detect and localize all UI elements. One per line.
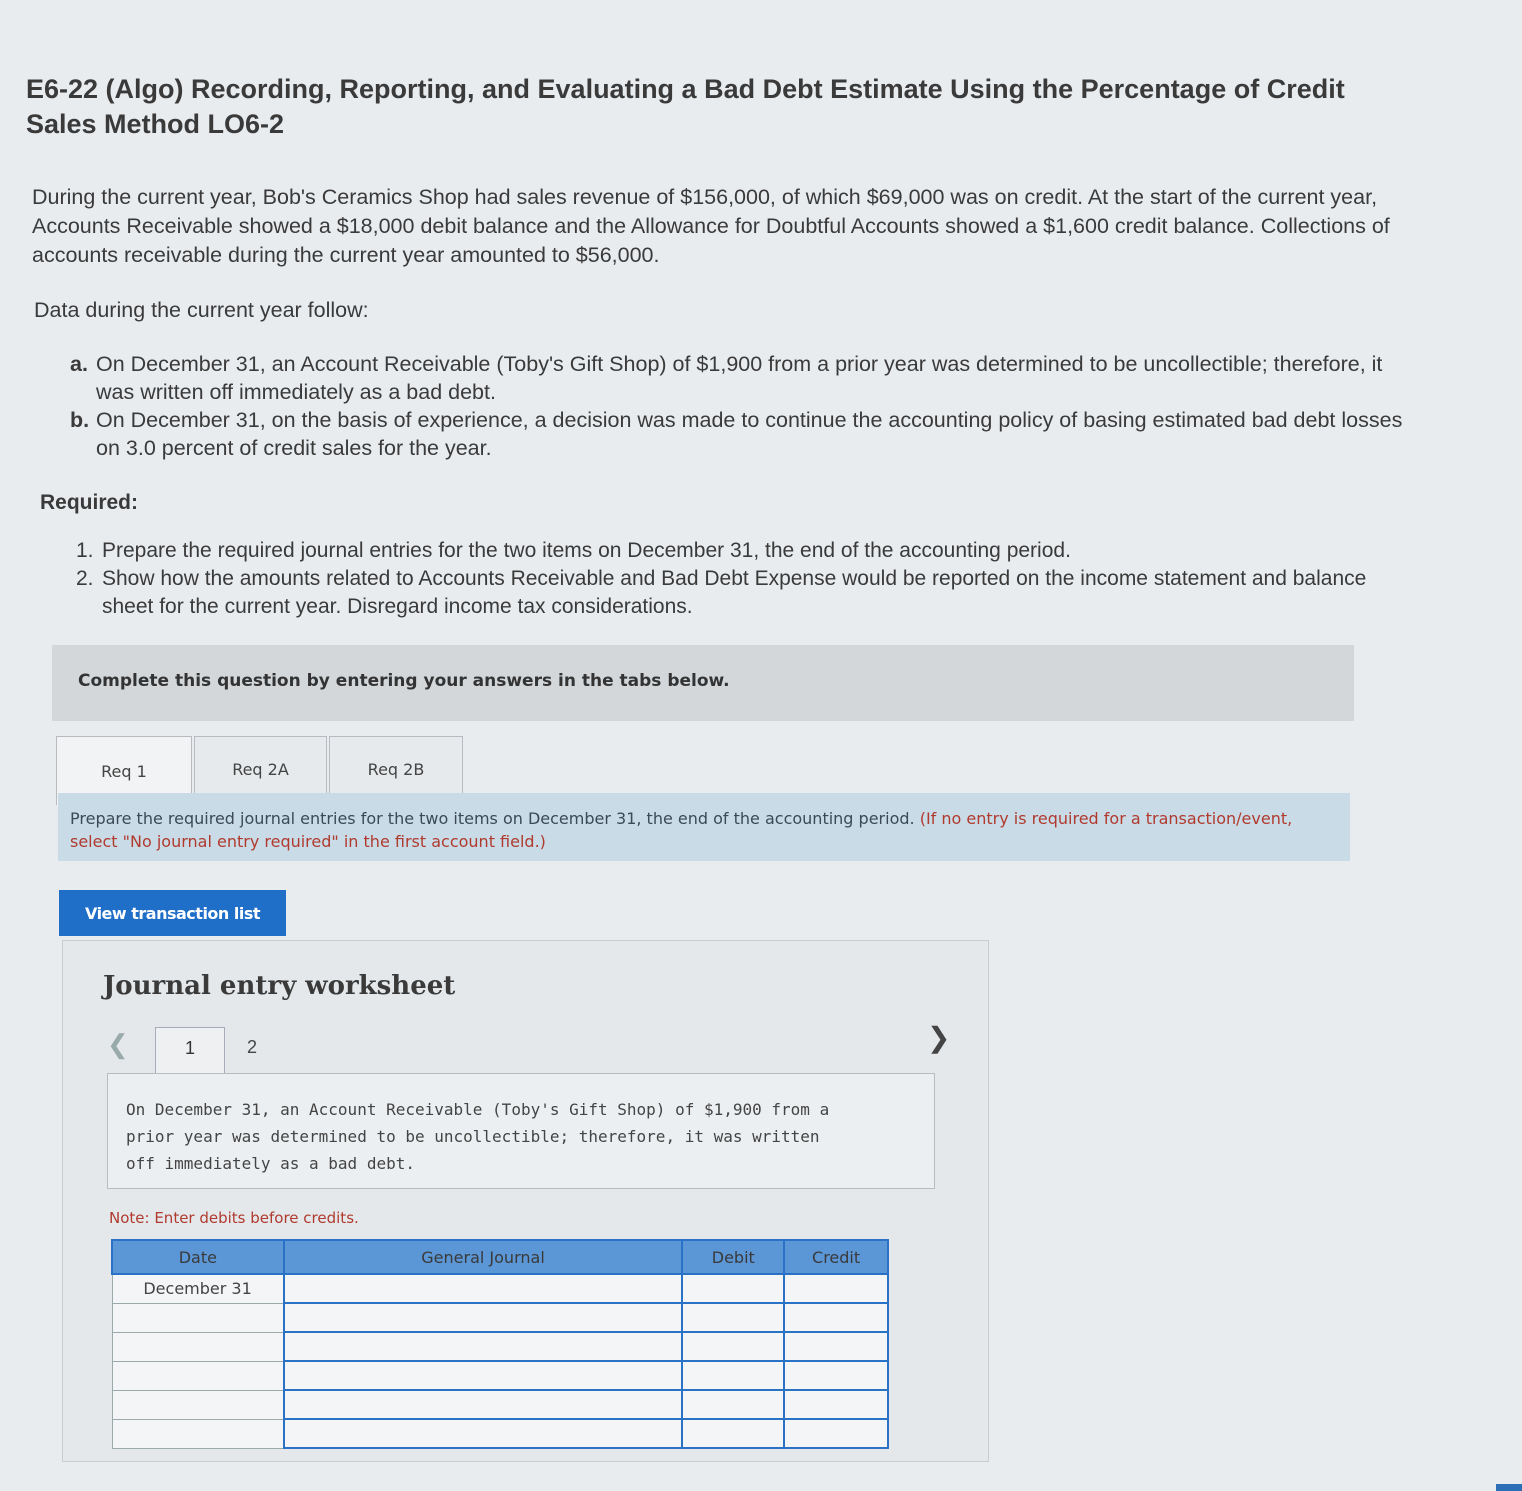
credit-input[interactable]: [784, 1303, 888, 1332]
instruction-note: (If no entry is required for a transaction/event, select "No journal entry required" in the first account field.): [70, 809, 1293, 851]
date-header: Date: [112, 1240, 284, 1274]
banner-text: Complete this question by entering your answers in the tabs below.: [78, 671, 730, 691]
date-cell: [112, 1303, 284, 1332]
table-row: [112, 1361, 888, 1390]
date-cell: [112, 1361, 284, 1390]
credit-input[interactable]: [784, 1390, 888, 1419]
date-cell: [112, 1332, 284, 1361]
item-text: Show how the amounts related to Accounts Receivable and Bad Debt Expense would be reported on the income statement and balance sheet for the current year. Disregard income tax considerations.: [102, 567, 1367, 618]
credit-input[interactable]: [784, 1361, 888, 1390]
list-item: [76, 565, 1396, 621]
account-input[interactable]: [284, 1274, 683, 1303]
credit-input[interactable]: [784, 1332, 888, 1361]
item-label: 1.: [76, 539, 94, 562]
list-item: [70, 350, 1410, 406]
account-input[interactable]: [284, 1390, 683, 1419]
list-item: [70, 406, 1410, 462]
item-label: 2.: [76, 567, 94, 590]
item-label: b.: [70, 408, 90, 432]
date-cell: [112, 1390, 284, 1419]
table-row: [112, 1274, 888, 1303]
chevron-left-icon[interactable]: ❮: [107, 1029, 129, 1059]
tab-req-2a[interactable]: Req 2A: [194, 736, 327, 802]
debit-input[interactable]: [682, 1419, 784, 1448]
tab-req-2b[interactable]: Req 2B: [329, 736, 463, 802]
problem-intro: During the current year, Bob's Ceramics Shop had sales revenue of $156,000, of which $69,000 was on credit. At the start of the current year, Accounts Receivable showed a $18,000 debit balance and the Allowance for Doubtful Accounts showed a $1,600 credit balance. Collections of accounts receivable during the current year amounted to $56,000.: [32, 185, 1390, 267]
general-journal-header: General Journal: [284, 1240, 683, 1274]
list-item: [76, 537, 1396, 565]
debit-input[interactable]: [682, 1361, 784, 1390]
transaction-description: [107, 1073, 935, 1189]
data-items: [70, 350, 1410, 462]
journal-entry-worksheet: [62, 940, 989, 1462]
table-row: [112, 1332, 888, 1361]
item-text: On December 31, an Account Receivable (Toby's Gift Shop) of $1,900 from a prior year was determined to be uncollectible; therefore, it was written off immediately as a bad debt.: [96, 352, 1383, 404]
tab-req-1[interactable]: Req 1: [56, 736, 192, 805]
corner-indicator: [1496, 1484, 1522, 1491]
credit-input[interactable]: [784, 1419, 888, 1448]
account-input[interactable]: [284, 1332, 683, 1361]
required-heading: Required:: [40, 491, 139, 514]
view-transaction-list-button[interactable]: View transaction list: [59, 890, 286, 936]
journal-table: [111, 1239, 889, 1449]
table-row: [112, 1390, 888, 1419]
description-text: On December 31, an Account Receivable (Toby's Gift Shop) of $1,900 from a prior year was determined to be uncollectible; therefore, it was written off immediately as a bad debt.: [126, 1100, 830, 1173]
credit-input[interactable]: [784, 1274, 888, 1303]
debit-input[interactable]: [682, 1390, 784, 1419]
account-input[interactable]: [284, 1361, 683, 1390]
account-input[interactable]: [284, 1419, 683, 1448]
instruction-text: [70, 807, 1330, 853]
table-row: [112, 1303, 888, 1332]
page-title: E6-22 (Algo) Recording, Reporting, and Evaluating a Bad Debt Estimate Using the Percentage of Credit Sales Method LO6-2: [26, 74, 1345, 139]
debit-input[interactable]: [682, 1303, 784, 1332]
debit-header: Debit: [682, 1240, 784, 1274]
worksheet-title: Journal entry worksheet: [103, 971, 456, 1001]
chevron-right-icon[interactable]: ❯: [927, 1022, 951, 1053]
instruction-main: Prepare the required journal entries for the two items on December 31, the end of the accounting period.: [70, 809, 915, 828]
worksheet-tab-2[interactable]: 2: [247, 1037, 258, 1057]
debit-input[interactable]: [682, 1274, 784, 1303]
item-text: On December 31, on the basis of experience, a decision was made to continue the accounting policy of basing estimated bad debt losses on 3.0 percent of credit sales for the year.: [96, 408, 1403, 460]
credit-header: Credit: [784, 1240, 888, 1274]
required-list: [76, 537, 1396, 621]
entry-note: Note: Enter debits before credits.: [109, 1209, 359, 1227]
date-cell: December 31: [112, 1274, 284, 1303]
account-input[interactable]: [284, 1303, 683, 1332]
data-intro: Data during the current year follow:: [34, 298, 369, 322]
worksheet-tab-1[interactable]: 1: [155, 1027, 225, 1083]
debit-input[interactable]: [682, 1332, 784, 1361]
item-text: Prepare the required journal entries for the two items on December 31, the end of the accounting period.: [102, 539, 1071, 562]
date-cell: [112, 1419, 284, 1448]
instructions-banner: [52, 645, 1354, 721]
item-label: a.: [70, 352, 88, 376]
table-row: [112, 1419, 888, 1448]
journal-header-row: [112, 1240, 888, 1274]
tab-instructions: [58, 793, 1350, 861]
